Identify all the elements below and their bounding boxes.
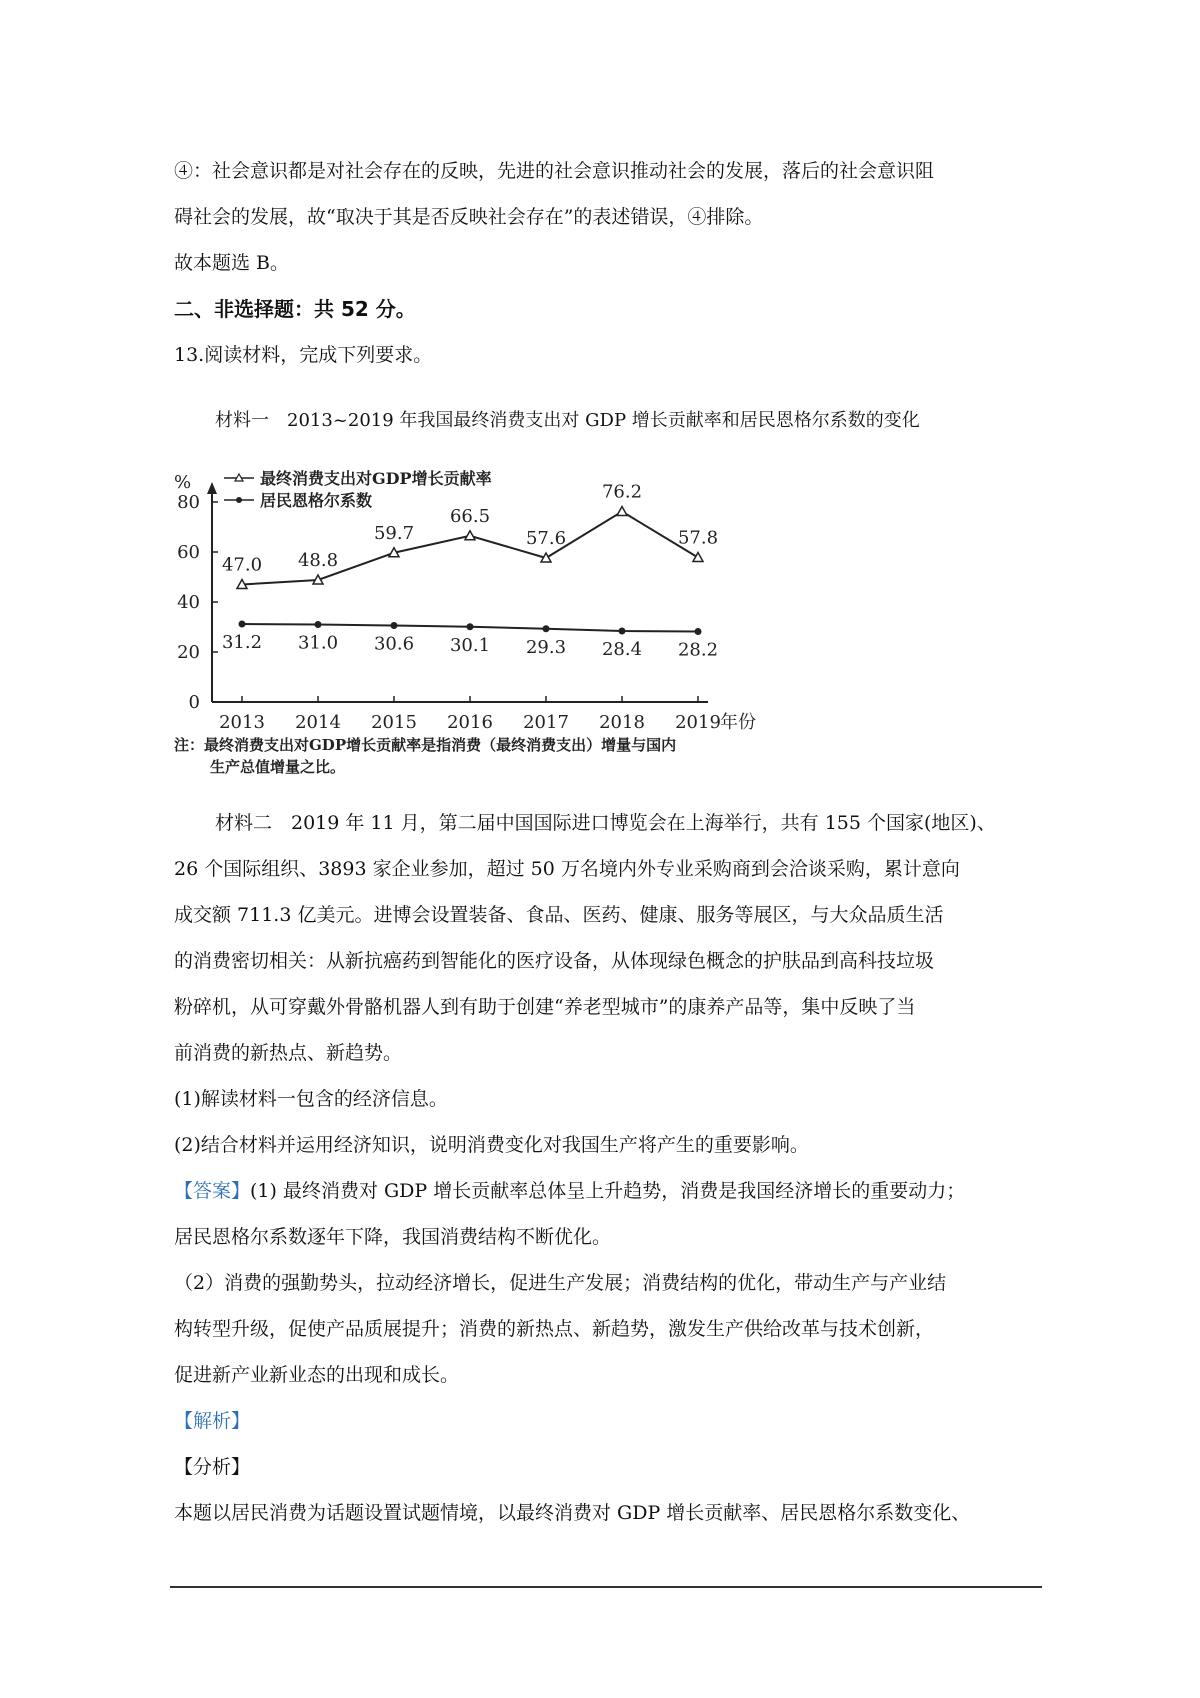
analysis-tag: 【解析】 (174, 1410, 251, 1432)
data-label: 57.6 (525, 528, 567, 549)
last-line: 本题以居民消费为话题设置试题情境，以最终消费对 GDP 增长贡献率、居民恩格尔系数变化、 (174, 1502, 971, 1524)
data-label: 57.8 (677, 527, 719, 549)
footer-rule (170, 1586, 1042, 1588)
line-chart (170, 460, 790, 780)
data-point-dot (391, 622, 398, 629)
data-point-dot (315, 621, 322, 628)
material-2-line-2: 26 个国际组织、3893 家企业参加，超过 50 万名境内外专业采购商到会洽谈采购，累计意向 (174, 858, 960, 880)
y-axis-unit: % (174, 472, 192, 493)
chart-note-line-1: 注：最终消费支出对GDP增长贡献率是指消费（最终消费支出）增量与国内 (174, 736, 677, 754)
text-line-1: ④：社会意识都是对社会存在的反映，先进的社会意识推动社会的发展，落后的社会意识阻 (174, 160, 935, 182)
question-1: (1)解读材料一包含的经济信息。 (174, 1088, 448, 1110)
fenxi-tag: 【分析】 (174, 1456, 251, 1478)
data-point-dot (619, 628, 626, 635)
x-axis-unit: 年份 (720, 712, 756, 733)
answer-line-2: 居民恩格尔系数逐年下降，我国消费结构不断优化。 (174, 1226, 612, 1248)
text-line-3: 故本题选 B。 (174, 252, 290, 274)
material-2-line-4: 的消费密切相关：从新抗癌药到智能化的医疗设备，从体现绿色概念的护肤品到高科技垃圾 (174, 950, 935, 972)
material-2-line-6: 前消费的新热点、新趋势。 (174, 1042, 403, 1064)
answer-line-5: 促进新产业新业态的出现和成长。 (174, 1364, 460, 1386)
data-label: 31.0 (297, 632, 339, 654)
data-point-dot (239, 621, 246, 628)
y-tick-label: 40 (177, 592, 200, 613)
x-tick-label: 2013 (219, 712, 265, 733)
data-point-triangle (465, 531, 475, 540)
chart-svg (170, 460, 790, 780)
answer-line-1 (174, 1178, 965, 1204)
answer-1-text: (1) 最终消费对 GDP 增长贡献率总体呈上升趋势，消费是我国经济增长的重要动力； (250, 1180, 966, 1202)
y-tick-label: 20 (177, 642, 200, 663)
legend-label: 居民恩格尔系数 (260, 491, 373, 510)
answer-tag: 【答案】 (174, 1180, 251, 1202)
data-label: 30.6 (373, 633, 415, 655)
data-point-dot (543, 625, 550, 632)
data-point-dot (467, 623, 474, 630)
data-label: 59.7 (373, 522, 415, 544)
question-2: (2)结合材料并运用经济知识，说明消费变化对我国生产将产生的重要影响。 (174, 1134, 809, 1156)
x-tick-label: 2019 (675, 712, 721, 733)
material-2-line-3: 成交额 711.3 亿美元。进博会设置装备、食品、医药、健康、服务等展区，与大众品质生活 (174, 904, 944, 926)
data-point-dot (695, 628, 702, 635)
material-2-line-5: 粉碎机，从可穿戴外骨骼机器人到有助于创建“养老型城市”的康养产品等，集中反映了当 (174, 996, 916, 1018)
y-axis-arrow (207, 482, 217, 494)
chart-note-line-2: 生产总值增量之比。 (210, 758, 346, 776)
legend-label: 最终消费支出对GDP增长贡献率 (260, 469, 492, 488)
data-label: 76.2 (601, 481, 643, 503)
x-tick-label: 2014 (295, 712, 341, 733)
x-tick-label: 2018 (599, 712, 645, 733)
data-point-triangle (617, 507, 627, 516)
y-tick-label: 80 (177, 492, 200, 513)
data-label: 28.2 (677, 639, 719, 661)
data-label: 29.3 (525, 636, 567, 658)
question-13: 13.阅读材料，完成下列要求。 (174, 344, 433, 366)
data-label: 28.4 (601, 639, 643, 660)
data-label: 48.8 (297, 550, 339, 571)
data-label: 30.1 (449, 634, 491, 656)
answer-line-4: 构转型升级，促使产品质展提升；消费的新热点、新趋势，激发生产供给改革与技术创新， (174, 1318, 935, 1340)
data-label: 31.2 (221, 632, 263, 653)
y-tick-label: 60 (177, 542, 200, 563)
x-tick-label: 2017 (523, 712, 569, 733)
x-tick-label: 2015 (371, 712, 417, 733)
text-line-2: 碍社会的发展，故“取决于其是否反映社会存在”的表述错误，④排除。 (174, 206, 764, 228)
legend-marker-dot (236, 497, 242, 503)
material-2-line-1: 材料二 2019 年 11 月，第二届中国国际进口博览会在上海举行，共有 155 个国家(地区)、 (215, 812, 996, 834)
x-tick-label: 2016 (447, 712, 493, 733)
y-tick-label: 0 (188, 692, 200, 713)
material-1-title: 材料一 2013~2019 年我国最终消费支出对 GDP 增长贡献率和居民恩格尔系数的变化 (215, 410, 920, 431)
data-label: 66.5 (449, 505, 491, 527)
section-heading: 二、非选择题：共 52 分。 (174, 297, 416, 321)
data-point-triangle (693, 553, 703, 562)
data-label: 47.0 (221, 554, 263, 576)
answer-line-3: （2）消费的强勤势头，拉动经济增长，促进生产发展；消费结构的优化，带动生产与产业结 (174, 1272, 947, 1294)
